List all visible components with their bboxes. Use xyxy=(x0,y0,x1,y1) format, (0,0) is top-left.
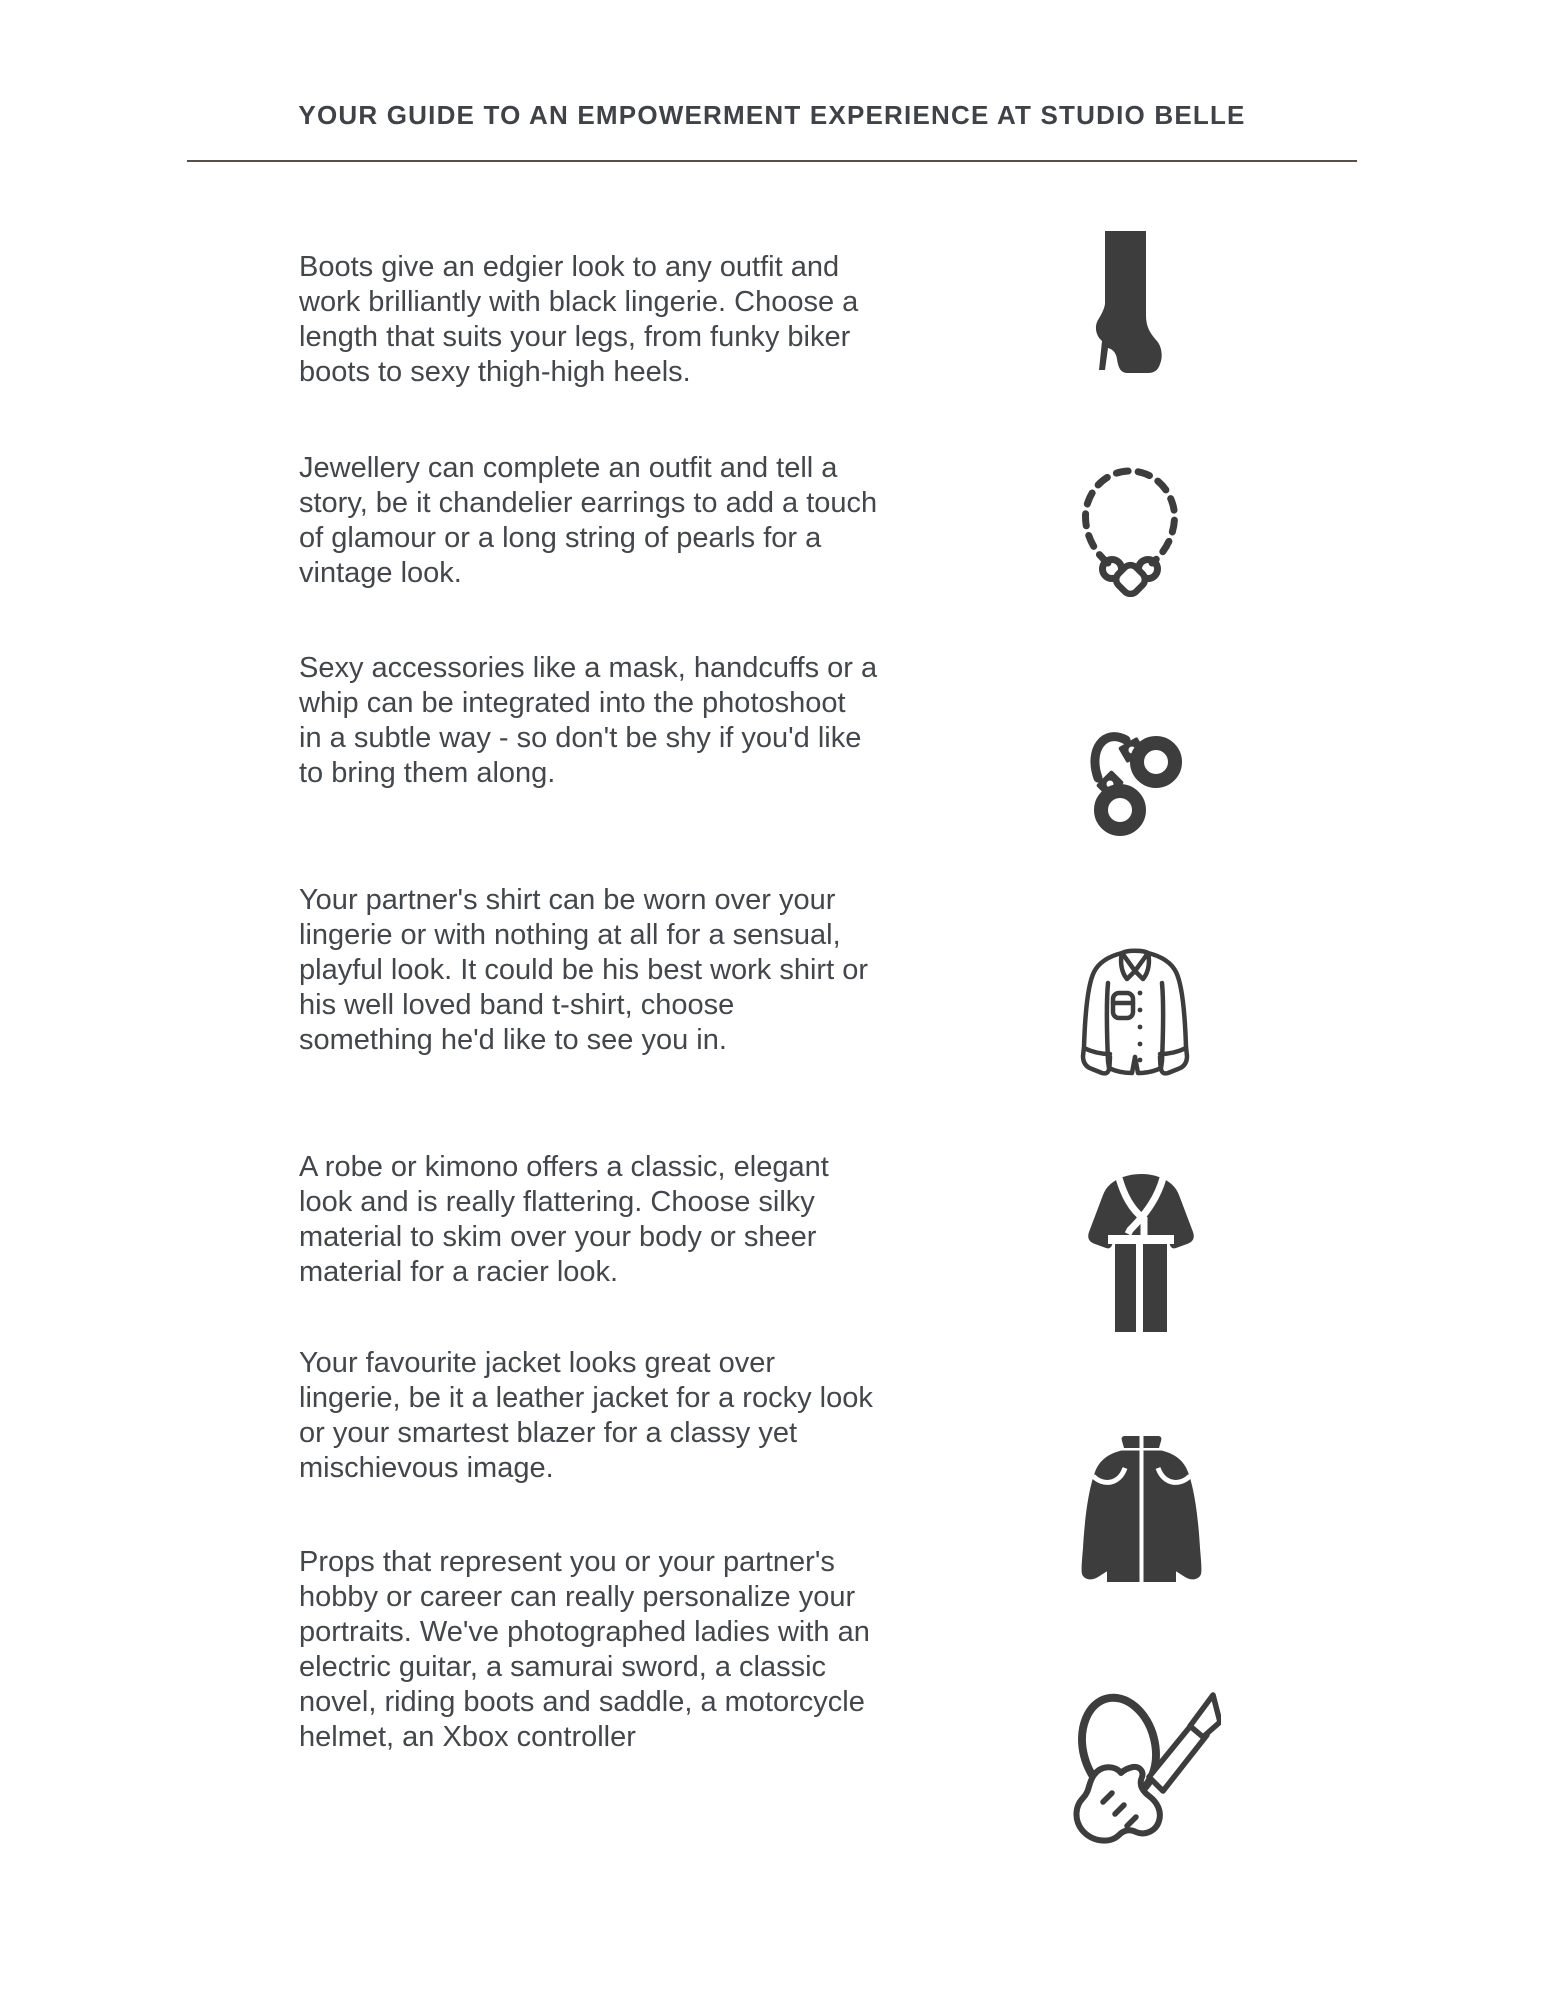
text-line: Your partner's shirt can be worn over your xyxy=(299,884,836,916)
text-line: vintage look. xyxy=(299,557,462,589)
text-line: electric guitar, a samurai sword, a classic xyxy=(299,1651,827,1683)
section-text-jewellery xyxy=(299,451,877,591)
text-line: something he'd like to see you in. xyxy=(299,1024,727,1056)
text-line: in a subtle way - so don't be shy if you'd like xyxy=(299,722,862,754)
text-line: playful look. It could be his best work shirt or xyxy=(299,954,868,986)
text-line: of glamour or a long string of pearls for a xyxy=(299,522,822,554)
section-text-jacket xyxy=(299,1346,873,1486)
section-text-robe xyxy=(299,1150,829,1290)
text-line: Jewellery can complete an outfit and tell a xyxy=(299,452,838,484)
shirt-icon xyxy=(1077,943,1193,1079)
text-line: A robe or kimono offers a classic, elegant xyxy=(299,1151,829,1183)
text-line: work brilliantly with black lingerie. Choose a xyxy=(299,286,859,318)
text-line: material for a racier look. xyxy=(299,1256,619,1288)
text-line: to bring them along. xyxy=(299,757,556,789)
header-divider xyxy=(187,160,1357,162)
text-line: look and is really flattering. Choose silky xyxy=(299,1186,815,1218)
text-line: novel, riding boots and saddle, a motorcycle xyxy=(299,1686,865,1718)
text-line: whip can be integrated into the photoshoot xyxy=(299,687,846,719)
text-line: portraits. We've photographed ladies with an xyxy=(299,1616,870,1648)
text-line: length that suits your legs, from funky biker xyxy=(299,321,851,353)
page-title: YOUR GUIDE TO AN EMPOWERMENT EXPERIENCE AT STUDIO BELLE xyxy=(298,100,1246,130)
electric-guitar-icon xyxy=(1063,1681,1221,1849)
text-line: Boots give an edgier look to any outfit and xyxy=(299,251,840,283)
text-line: his well loved band t-shirt, choose xyxy=(299,989,735,1021)
text-line: lingerie or with nothing at all for a sensual, xyxy=(299,919,841,951)
text-line: material to skim over your body or sheer xyxy=(299,1221,817,1253)
text-line: hobby or career can really personalize your xyxy=(299,1581,856,1613)
section-text-shirt xyxy=(299,883,868,1058)
text-line: helmet, an Xbox controller xyxy=(299,1721,636,1753)
text-line: Your favourite jacket looks great over xyxy=(299,1347,776,1379)
text-line: mischievous image. xyxy=(299,1452,554,1484)
text-line: lingerie, be it a leather jacket for a rocky look xyxy=(299,1382,873,1414)
jacket-icon xyxy=(1079,1436,1204,1582)
necklace-icon xyxy=(1076,463,1184,597)
section-text-accessories xyxy=(299,651,877,791)
text-line: Sexy accessories like a mask, handcuffs or a xyxy=(299,652,878,684)
text-line: boots to sexy thigh-high heels. xyxy=(299,356,691,388)
boot-icon xyxy=(1094,231,1162,375)
text-line: or your smartest blazer for a classy yet xyxy=(299,1417,797,1449)
section-text-boots xyxy=(299,250,858,390)
robe-icon xyxy=(1086,1172,1196,1338)
text-line: story, be it chandelier earrings to add a touch xyxy=(299,487,878,519)
section-text-props xyxy=(299,1545,870,1755)
text-line: Props that represent you or your partner's xyxy=(299,1546,835,1578)
handcuffs-icon xyxy=(1080,720,1192,838)
